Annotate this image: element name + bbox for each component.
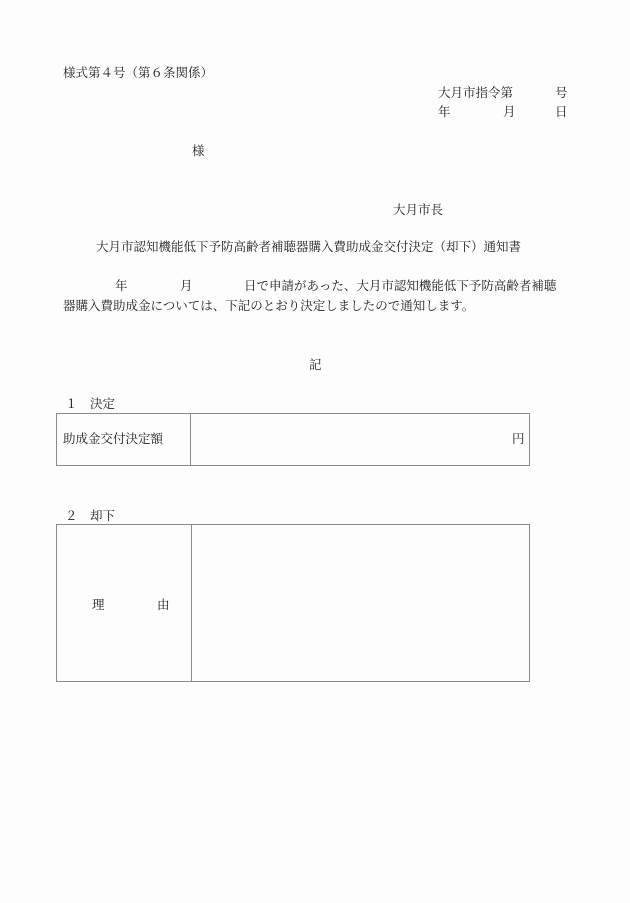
order-number-prefix: 大月市指令第 xyxy=(438,85,514,100)
form-number: 様式第４号（第６条関係） xyxy=(63,65,214,80)
decision-table xyxy=(56,413,530,466)
body-year: 年 xyxy=(115,278,128,293)
body-line2: 器購入費助成金については、下記のとおり決定しましたので通知します。 xyxy=(63,298,475,313)
date-month: 月 xyxy=(503,104,516,119)
order-number-suffix: 号 xyxy=(555,85,568,100)
reason-label-char1: 理 xyxy=(92,597,105,612)
body-line1: 日で申請があった、大月市認知機能低下予防高齢者補聴 xyxy=(244,278,557,293)
reason-field[interactable] xyxy=(199,533,519,673)
rejection-table xyxy=(56,524,530,682)
section1-heading: １ 決定 xyxy=(65,396,116,411)
date-year: 年 xyxy=(438,104,451,119)
currency-unit: 円 xyxy=(512,431,525,446)
table-divider xyxy=(190,414,191,465)
section2-heading: ２ 却下 xyxy=(65,508,116,523)
document-title: 大月市認知機能低下予防高齢者補聴器購入費助成金交付決定（却下）通知書 xyxy=(96,239,522,254)
reason-label-char2: 由 xyxy=(157,597,170,612)
body-month: 月 xyxy=(180,278,193,293)
issuer: 大月市長 xyxy=(393,202,444,217)
decision-amount-label: 助成金交付決定額 xyxy=(63,431,164,446)
table-divider xyxy=(191,525,192,681)
addressee-suffix: 様 xyxy=(192,143,205,158)
decision-amount-field[interactable] xyxy=(197,431,472,447)
note-heading: 記 xyxy=(309,357,322,372)
date-day: 日 xyxy=(555,104,568,119)
